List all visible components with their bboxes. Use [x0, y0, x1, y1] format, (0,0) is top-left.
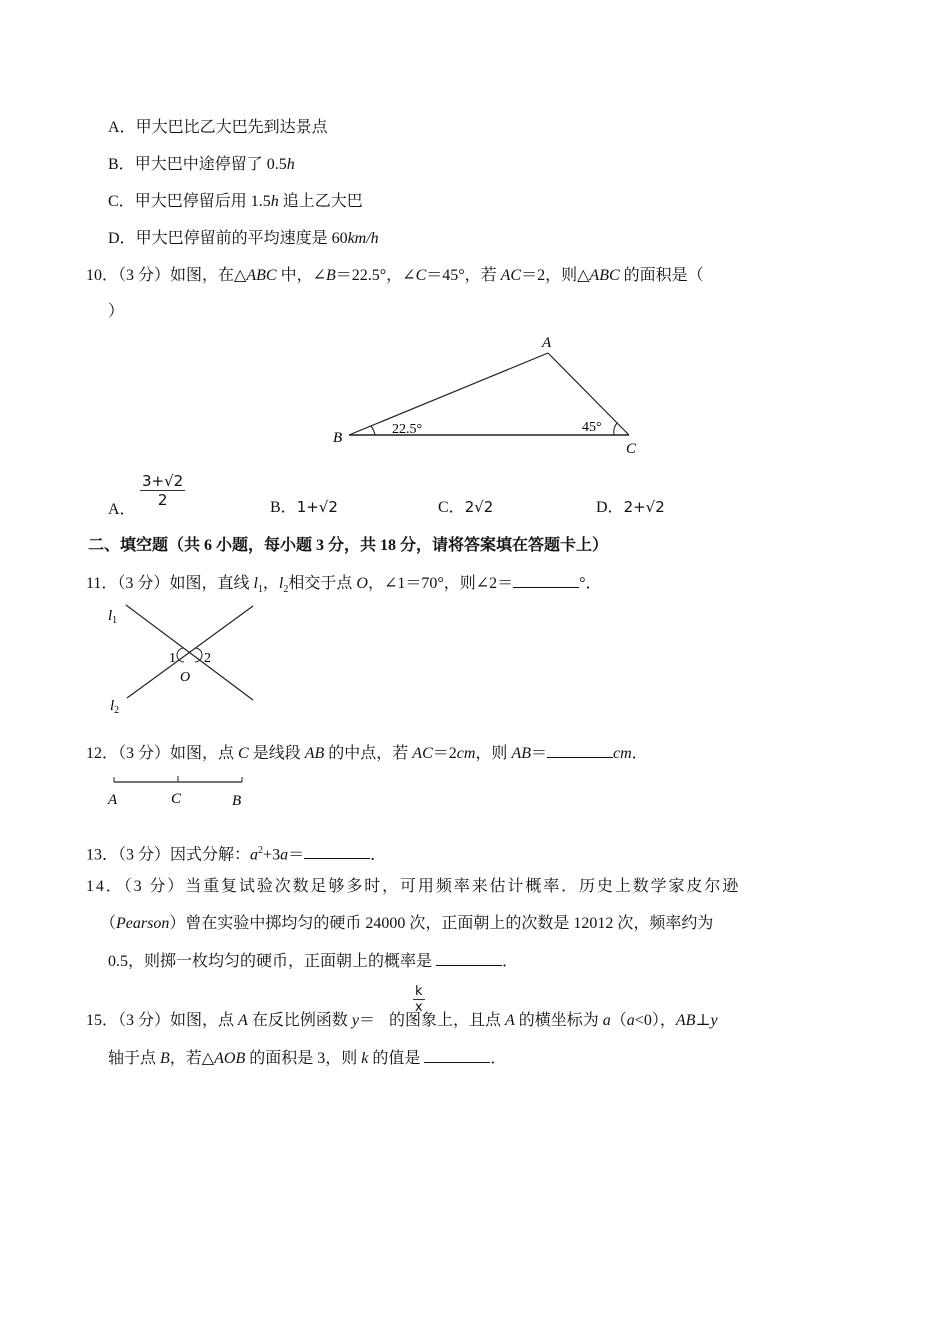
stem-text: 的图象上，且点 — [388, 1012, 505, 1029]
math-var: C — [238, 745, 249, 762]
label-l2: $l_2$ — [110, 698, 120, 716]
answer-blank[interactable] — [436, 951, 502, 966]
q14-line1 — [86, 877, 740, 897]
option-text: 追上乙大巴 — [278, 193, 363, 210]
point-o-label: O — [180, 670, 191, 685]
fraction-denominator: 2 — [157, 491, 168, 509]
stem-text: <0） — [634, 1012, 660, 1029]
option-value: 2√2 — [464, 498, 494, 516]
stem-text: 如图，点 — [170, 745, 239, 762]
math-var: B — [160, 1050, 170, 1067]
math-var: a — [280, 846, 289, 864]
math-var: O — [356, 575, 368, 592]
stem-text: 在反比例函数 — [247, 1012, 352, 1029]
stem-text: ，∠1＝70°，则∠2＝ — [367, 575, 514, 592]
stem-text: 如图，直线 — [169, 575, 254, 592]
math-var: AB — [304, 745, 325, 762]
subscript: 1 — [257, 584, 263, 596]
math-var: a — [250, 846, 259, 864]
unit: cm — [456, 745, 476, 762]
stem-text: 相交于点 — [288, 575, 357, 592]
angle-c-label: 45° — [582, 420, 602, 435]
option-text: 甲大巴比乙大巴先到达景点 — [135, 119, 328, 136]
angle-b-arc — [371, 426, 375, 435]
question-score: （3 分） — [118, 745, 171, 762]
intersecting-lines-figure — [100, 600, 270, 720]
unit: h — [270, 193, 279, 210]
triangle-abc-figure — [320, 325, 660, 465]
unit: h — [286, 156, 295, 173]
q9-option-b — [108, 155, 295, 175]
point-a-label: A — [108, 792, 118, 808]
q14-line3 — [108, 951, 518, 972]
point-b-label: B — [232, 793, 242, 809]
question-number: 10． — [86, 267, 119, 284]
math-var: ABC — [246, 267, 277, 284]
stem-text: ⊥ — [695, 1012, 711, 1029]
unit: cm — [613, 745, 632, 762]
option-text: 甲大巴中途停留了 0.5 — [134, 156, 287, 173]
stem-text: 的横坐标为 — [514, 1012, 603, 1029]
q10-stem — [86, 266, 704, 286]
option-text: 甲大巴停留后用 1.5 — [134, 193, 271, 210]
q10-close-paren: ） — [108, 303, 125, 320]
stem-text: ＝22.5°，∠ — [335, 267, 416, 284]
q10-option-d — [596, 497, 665, 518]
stem-text: ＝ — [288, 846, 305, 864]
math-var: y — [710, 1012, 718, 1029]
stem-text: 的面积是 3，则 — [245, 1050, 362, 1067]
math-var: AC — [412, 745, 433, 762]
stem-text: ＝2 — [432, 745, 457, 762]
option-letter: C． — [438, 499, 465, 516]
angle-2-label: 2 — [204, 651, 211, 666]
math-var: A — [238, 1012, 248, 1029]
stem-text: ＝ — [358, 1012, 375, 1029]
math-var: AB — [675, 1012, 696, 1029]
stem-text: ． — [502, 953, 519, 970]
side-ab — [349, 353, 548, 435]
segment-ab-figure — [100, 770, 260, 815]
stem-text: （ — [100, 915, 117, 932]
stem-text: 的中点，若 — [324, 745, 413, 762]
stem-text: ＝2，则△ — [521, 267, 590, 284]
stem-text: ． — [370, 846, 387, 864]
q15-line2 — [108, 1048, 506, 1069]
question-number: 12． — [86, 745, 119, 762]
stem-text: 因式分解： — [170, 846, 251, 864]
section-heading: 二、填空题（共 6 小题，每小题 3 分，共 18 分，请将答案填在答题卡上） — [88, 537, 609, 554]
answer-blank[interactable] — [304, 844, 370, 859]
angle-b-label: 22.5° — [392, 422, 423, 437]
option-letter: B． — [108, 156, 135, 173]
q9-option-c — [108, 192, 363, 212]
stem-text: 0.5，则掷一枚均匀的硬币，正面朝上的概率是 — [108, 953, 437, 970]
stem-text: ）曾在实验中掷均匀的硬币 24000 次，正面朝上的次数是 12012 次，频率约为 — [169, 915, 714, 932]
math-var: A — [504, 1012, 515, 1029]
stem-text: ， — [659, 1012, 676, 1029]
math-var: AB — [511, 745, 531, 762]
option-text: 甲大巴停留前的平均速度是 60 — [135, 230, 348, 247]
question-number: 15． — [86, 1012, 119, 1029]
q9-option-a — [108, 118, 328, 138]
question-score: （3 分） — [118, 1012, 171, 1029]
math-var: AOB — [214, 1050, 246, 1067]
option-letter: D． — [596, 499, 624, 516]
stem-text: （ — [610, 1012, 627, 1029]
question-score: （3 分） — [118, 267, 171, 284]
option-letter: B． — [270, 499, 297, 516]
q9-option-d — [108, 229, 379, 249]
math-var: B — [325, 267, 336, 284]
q14-line2 — [100, 914, 713, 934]
stem-text: ＝ — [530, 745, 547, 762]
option-letter: A． — [108, 119, 136, 136]
question-score: （3 分） — [123, 878, 186, 895]
question-score: （3 分） — [117, 575, 170, 592]
superscript: 2 — [258, 845, 264, 856]
stem-text: 如图，在△ — [170, 267, 247, 284]
math-var: y — [351, 1012, 359, 1029]
math-var: ABC — [589, 267, 620, 284]
stem-text: °． — [579, 575, 602, 592]
q10-option-a-fraction — [140, 472, 185, 509]
stem-text: 中，∠ — [276, 267, 326, 284]
question-number: 13． — [86, 846, 119, 864]
answer-blank[interactable] — [547, 743, 613, 758]
q11-stem — [86, 573, 602, 600]
angle-c-arc — [614, 423, 617, 435]
answer-blank[interactable] — [513, 573, 579, 588]
stem-text: 当重复试验次数足够多时，可用频率来估计概率．历史上数学家皮尔逊 — [185, 878, 741, 895]
math-var: Pearson — [116, 915, 170, 932]
stem-text: 是线段 — [248, 745, 305, 762]
option-letter: C． — [108, 193, 135, 210]
stem-text: 的面积是（ — [619, 267, 704, 284]
subscript: 2 — [283, 584, 289, 596]
math-var: a — [626, 1012, 635, 1029]
point-c-label: C — [171, 791, 182, 807]
question-number: 11． — [86, 575, 118, 592]
fraction-numerator: 3+√2 — [142, 472, 184, 490]
angle-1-arc — [177, 648, 184, 662]
q10-option-b — [270, 497, 338, 518]
stem-text: 如图，点 — [170, 1012, 239, 1029]
stem-text: ． — [631, 745, 648, 762]
math-var: AC — [500, 267, 522, 284]
stem-text: 轴于点 — [108, 1050, 161, 1067]
question-number: 14． — [86, 878, 124, 895]
label-l1: $l_1$ — [108, 608, 118, 626]
math-var: l — [253, 575, 258, 592]
stem-text: ， — [262, 575, 279, 592]
q12-stem — [86, 743, 648, 764]
angle-1-label: 1 — [169, 651, 176, 666]
q10-option-a-letter: A． — [108, 501, 136, 518]
option-value: 2+√2 — [623, 498, 665, 516]
stem-text: ，若△ — [169, 1050, 215, 1067]
question-score: （3 分） — [118, 846, 171, 864]
vertex-c-label: C — [626, 441, 637, 457]
math-var: l — [278, 575, 284, 592]
vertex-b-label: B — [333, 430, 343, 446]
stem-text: ，则 — [475, 745, 512, 762]
answer-blank[interactable] — [424, 1048, 490, 1063]
q13-stem — [86, 841, 386, 865]
q10-option-c — [438, 497, 493, 518]
vertex-a-label: A — [542, 335, 552, 351]
fraction-denominator: x — [414, 1000, 423, 1015]
stem-text: +3 — [263, 846, 281, 864]
option-value: 1+√2 — [296, 498, 338, 516]
stem-text: 的值是 — [368, 1050, 425, 1067]
stem-text: ． — [490, 1050, 507, 1067]
math-var: C — [415, 267, 427, 284]
unit: km/h — [347, 230, 379, 247]
math-var: k — [361, 1050, 369, 1067]
math-var: a — [602, 1012, 611, 1029]
option-letter: D． — [108, 230, 136, 247]
stem-text: ＝45°，若 — [426, 267, 501, 284]
fraction-numerator: k — [415, 984, 423, 999]
q15-line1 — [86, 1011, 718, 1031]
